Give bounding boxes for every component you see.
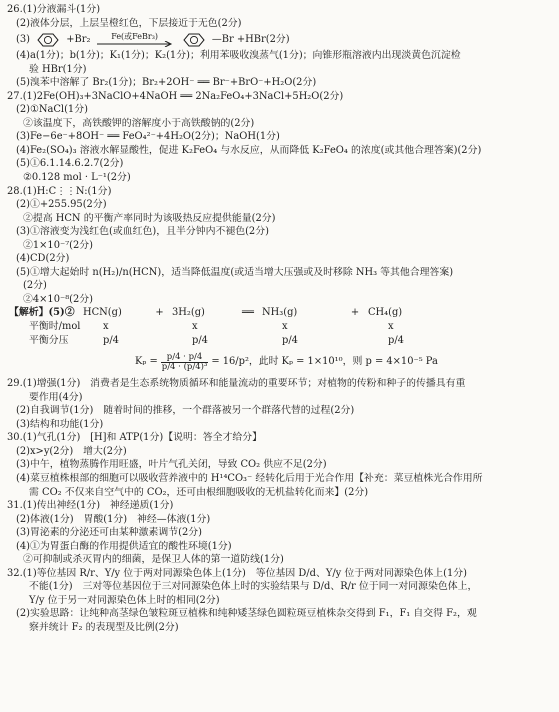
answer-line: (2分) bbox=[23, 280, 47, 292]
answer-line: 29.(1)增强(1分) 消费者是生态系统物质循环和能量流动的重要环节；对植物的传粉和种子的传播具有重 bbox=[7, 378, 466, 390]
answer-line: (2)体液(1分) 胃酸(1分) 神经—体液(1分) bbox=[16, 513, 211, 525]
table-cell bbox=[254, 334, 282, 348]
answer-line: (2)实验思路：让纯种高茎绿色皱粒斑豆植株和纯种矮茎绿色圆粒斑豆植株杂交得到 F₁，F₁ 自交得 F₂，观 bbox=[16, 608, 477, 620]
answer-line: (5)①6.1.14.6.2.7(2分) bbox=[16, 158, 124, 170]
answer-line: ②0.128 mol · L⁻¹(2分) bbox=[23, 172, 131, 184]
table-cell: p/4 bbox=[103, 334, 119, 346]
answer-line: (3)胃泌素的分泌还可由某种激素调节(2分) bbox=[16, 527, 202, 539]
answer-line: (4)a(1分)；b(1分)；K₁(1分)；K₂(1分)；利用苯吸收溴蒸气(1分)；向锥形瓶溶液内出现淡黄色沉淀检 bbox=[16, 50, 461, 62]
answer-line: (5)溴苯中溶解了 Br₂(1分)；Br₂+2OH⁻ ══ Br⁻+BrO⁻+H₂O(2分) bbox=[16, 77, 317, 89]
kp-formula bbox=[7, 347, 553, 377]
answer-line: 26.(1)分液漏斗(1分) bbox=[7, 4, 101, 15]
answer-line: Y/y 位于另一对同源染色体上时的相同(2分) bbox=[29, 594, 220, 606]
row-label: 平衡分压 bbox=[29, 334, 69, 346]
answer-line: ②可抑制或杀灭胃内的细菌，是保卫人体的第一道防线(1分) bbox=[23, 554, 284, 566]
table-cell: NH₃(g) bbox=[262, 307, 298, 319]
benzene-ring-icon bbox=[179, 33, 209, 47]
table-cell: x bbox=[388, 321, 394, 333]
table-cell: x bbox=[192, 321, 198, 333]
table-cell bbox=[362, 334, 388, 348]
reaction-condition: Fe(或FeBr₃) bbox=[111, 31, 159, 41]
table-cell: HCN(g) bbox=[83, 307, 122, 319]
analysis-label: 【解析】(5)② bbox=[9, 307, 75, 319]
equation-products: —Br +HBr(2分) bbox=[211, 34, 290, 46]
table-cell: 3H₂(g) bbox=[172, 307, 205, 319]
answer-line: (4)①为胃蛋白酶的作用提供适宜的酸性环境(1分) bbox=[16, 540, 232, 552]
analysis-row-moles bbox=[7, 320, 553, 334]
answer-line: (5)①增大起始时 n(H₂)/n(HCN)，适当降低温度(或适当增大压强或及时移除 NH₃ 等其他合理答案) bbox=[16, 266, 454, 278]
answer-line: (2)x>y(2分) 增大(2分) bbox=[16, 445, 127, 457]
answer-line: (3)①溶液变为浅红色(或血红色)，且半分钟内不褪色(2分) bbox=[16, 226, 269, 238]
table-cell: p/4 bbox=[282, 334, 298, 346]
answer-line: 32.(1)等位基因 R/r、Y/y 位于两对同源染色体上(1分) 等位基因 D/d、Y/y 位于两对同源染色体上(1分) bbox=[7, 567, 467, 579]
kp-numerator: p/4 · p/4 bbox=[166, 351, 203, 362]
kp-lhs: Kₚ = bbox=[135, 356, 158, 368]
answer-line: (2)液体分层，上层呈橙红色，下层接近于无色(2分) bbox=[16, 17, 242, 29]
answer-line: (3)Fe−6e⁻+8OH⁻ ══ FeO₄²⁻+4H₂O(2分)；NaOH(1分) bbox=[16, 131, 280, 143]
table-cell: + bbox=[350, 307, 360, 319]
answer-line: ②提高 HCN 的平衡产率同时为该吸热反应提供能量(2分) bbox=[23, 212, 276, 224]
answer-line: (3)结构和功能(1分) bbox=[16, 418, 104, 430]
reaction-arrow bbox=[97, 33, 173, 47]
answer-line: 31.(1)传出神经(1分) 神经递质(1分) bbox=[7, 500, 174, 512]
answer-line: ②4×10⁻⁸(2分) bbox=[23, 293, 94, 305]
equation-reactant-br2: +Br₂ bbox=[66, 34, 91, 46]
answer-line: 要作用(4分) bbox=[29, 391, 83, 403]
table-cell: + bbox=[155, 307, 164, 319]
answer-line: (2)①NaCl(1分) bbox=[16, 104, 88, 116]
table-cell bbox=[167, 334, 192, 348]
table-cell bbox=[167, 320, 192, 334]
answer-line: (4)Fe₂(SO₄)₃ 溶液水解显酸性，促进 K₂FeO₄ 与水反应，从而降低 K₂FeO₄ 的浓度(或其他合理答案)(2分) bbox=[16, 144, 482, 156]
answer-line: 不能(1分) 三对等位基因位于三对同源染色体上时的实验结果与 D/d、R/r 位于同一对同源染色体上， bbox=[29, 581, 478, 593]
answer-line: ②1×10⁻⁷(2分) bbox=[23, 239, 94, 251]
answer-line: (4)菜豆植株根部的细胞可以吸收营养液中的 H¹⁴CO₃⁻ 经转化后用于光合作用【补充：菜豆植株光合作用所 bbox=[16, 472, 483, 484]
kp-denominator: p/4 · (p/4)³ bbox=[161, 361, 208, 372]
equation-line-benzene-bromination bbox=[7, 30, 553, 49]
kp-fraction bbox=[162, 353, 210, 372]
analysis-header-row bbox=[7, 306, 553, 320]
answer-line: 验 HBr(1分) bbox=[29, 63, 87, 75]
answer-line: 28.(1)H:C⋮⋮N:(1分) bbox=[7, 185, 112, 197]
table-cell: ══ bbox=[242, 307, 254, 319]
row-label: 平衡时/mol bbox=[29, 321, 81, 333]
answer-line: 30.(1)气孔(1分) [H]和 ATP(1分)【说明：答全才给分】 bbox=[7, 432, 262, 444]
analysis-row-partial-pressure bbox=[7, 334, 553, 348]
answer-line: 27.(1)2Fe(OH)₃+3NaClO+4NaOH ══ 2Na₂FeO₄+3NaCl+5H₂O(2分) bbox=[7, 90, 344, 102]
table-cell: p/4 bbox=[388, 334, 404, 346]
answer-line: 需 CO₂ 不仅来自空气中的 CO₂，还可由根细胞吸收的无机盐转化而来】(2分) bbox=[29, 486, 369, 498]
equation-prefix: (3) bbox=[16, 34, 30, 46]
answer-line: (3)中午，植物蒸腾作用旺盛，叶片气孔关闭，导致 CO₂ 供应不足(2分) bbox=[16, 459, 327, 471]
table-cell: p/4 bbox=[192, 334, 208, 346]
table-cell: x bbox=[103, 321, 109, 333]
answer-line: (4)CD(2分) bbox=[16, 253, 70, 265]
table-cell: x bbox=[282, 321, 288, 333]
answer-line: (2)①+255.95(2分) bbox=[16, 199, 107, 211]
benzene-ring-icon bbox=[33, 33, 63, 47]
answer-line: 察并统计 F₂ 的表现型及比例(2分) bbox=[29, 621, 179, 633]
answer-line: (2)自我调节(1分) 随着时间的推移，一个群落被另一个群落代替的过程(2分) bbox=[16, 405, 355, 417]
arrow-right-icon bbox=[97, 41, 173, 47]
table-cell bbox=[254, 320, 282, 334]
answer-line: ②该温度下，高铁酸钾的溶解度小于高铁酸钠的(2分) bbox=[23, 117, 255, 129]
table-cell bbox=[362, 320, 388, 334]
table-cell: CH₄(g) bbox=[368, 307, 403, 319]
kp-rhs: = 16/p²，此时 Kₚ = 1×10¹⁰，则 p = 4×10⁻⁵ Pa bbox=[211, 356, 438, 368]
